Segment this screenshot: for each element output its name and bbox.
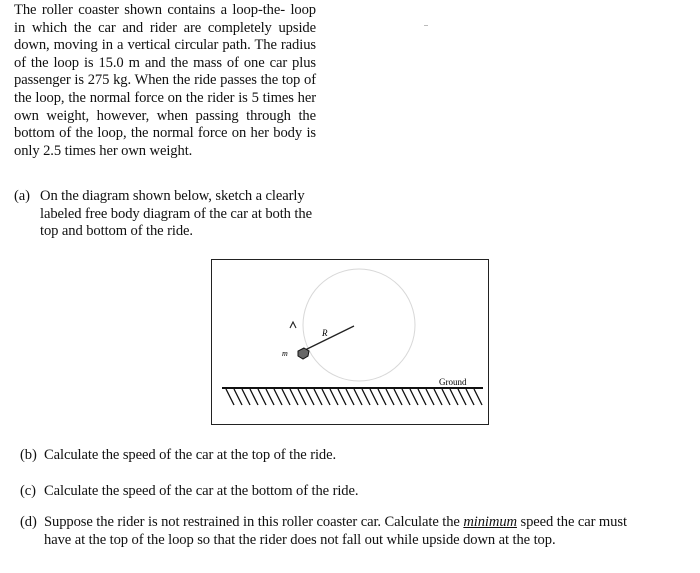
- radius-line: [303, 326, 354, 351]
- intro-line: mass of one car plus passenger is 275 kg. When: [14, 54, 316, 89]
- question-b-label: (b): [20, 447, 37, 463]
- radius-label: R: [322, 328, 328, 338]
- intro-line: path. The radius of the loop is 15.0 m and the: [14, 37, 316, 71]
- direction-arrow: [290, 322, 296, 328]
- question-a-line1: On the diagram shown below, sketch a clearly: [40, 188, 305, 204]
- ground-hatching: [226, 389, 482, 405]
- question-c-text: Calculate the speed of the car at the bottom of the ride.: [44, 483, 359, 499]
- intro-line: The roller coaster shown contains a loop-the-: [14, 2, 285, 18]
- question-c-label: (c): [20, 483, 36, 499]
- question-b: [20, 447, 680, 465]
- question-a: [14, 188, 334, 241]
- question-b-text: Calculate the speed of the car at the top of the ride.: [44, 447, 337, 463]
- mass-label: m: [282, 349, 288, 358]
- question-a-label: (a): [14, 188, 30, 204]
- intro-line: however, when passing through the bottom of the: [14, 107, 316, 142]
- question-d: [20, 514, 680, 549]
- scan-speck: [424, 25, 428, 26]
- question-d-text-before: Suppose the rider is not restrained in this roller coaster car. Calculate the: [44, 514, 464, 530]
- question-c: [20, 483, 680, 501]
- intro-line: force on the rider is 5 times her own weight,: [14, 89, 316, 124]
- intro-line: the ride passes the top of the loop, the normal: [14, 72, 316, 106]
- question-a-line3: top and bottom of the ride.: [40, 223, 193, 240]
- ground-label: Ground: [439, 377, 467, 387]
- question-d-line2: have at the top of the loop so that the rider does not fall out while upside down at the top.: [44, 531, 556, 548]
- question-d-label: (d): [20, 514, 37, 530]
- intro-line: loop in which the car and rider are completely: [14, 2, 316, 36]
- loop-diagram-svg: [212, 260, 490, 426]
- problem-statement: [14, 2, 316, 160]
- intro-line: times her own weight.: [64, 142, 193, 159]
- intro-line: loop, the normal force on her body is only 2.5: [14, 125, 316, 159]
- car-marker: [298, 348, 309, 359]
- question-a-line2: labeled free body diagram of the car at both the: [40, 205, 312, 222]
- question-d-text-after: speed the car must: [516, 514, 627, 530]
- loop-circle: [303, 269, 415, 381]
- loop-diagram: [211, 259, 489, 425]
- question-d-emphasis: minimum: [463, 514, 517, 530]
- intro-line: upside down, moving in a vertical circular: [14, 19, 316, 54]
